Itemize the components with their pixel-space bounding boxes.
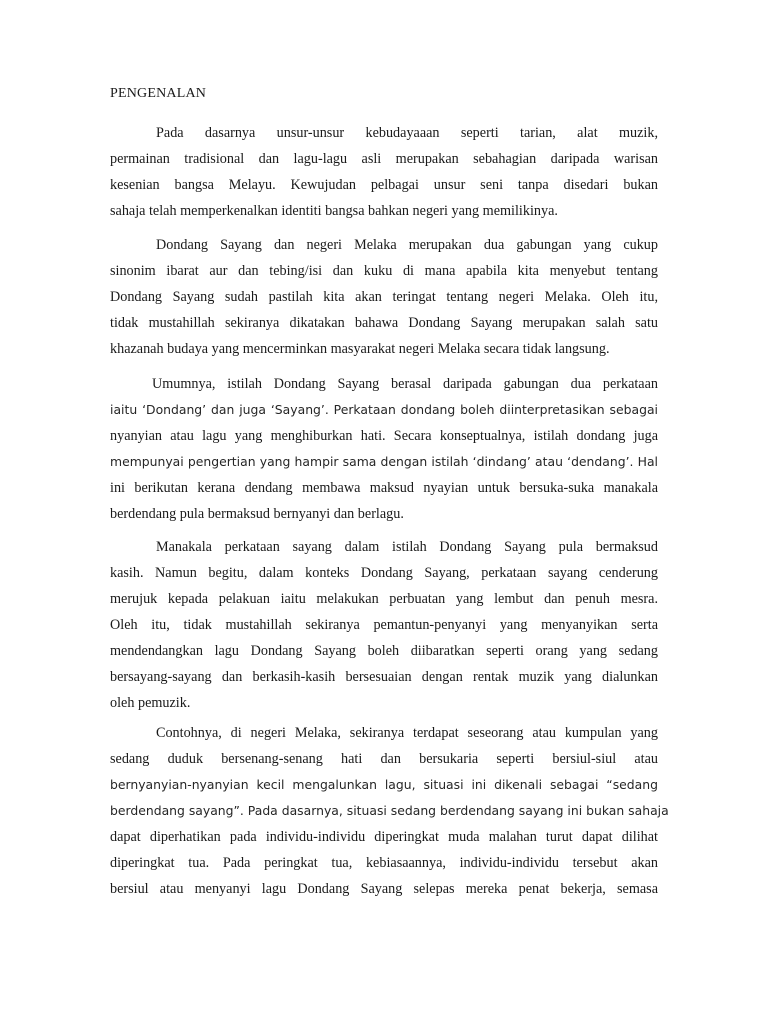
- text-line: Manakala perkataan sayang dalam istilah Dondang Sayang pula bermaksud: [156, 539, 658, 555]
- text-line: sinonim ibarat aur dan tebing/isi dan kuku di mana apabila kita menyebut tentang: [110, 263, 658, 279]
- text-line: bersiul atau menyanyi lagu Dondang Sayang selepas mereka penat bekerja, semasa: [110, 881, 658, 897]
- text-line: dapat diperhatikan pada individu-individu diperingkat muda malahan turut dapat dilihat: [110, 829, 658, 845]
- text-line: berdendang sayang”. Pada dasarnya, situasi sedang berdendang sayang ini bukan sahaja: [110, 803, 669, 818]
- text-line: Dondang Sayang dan negeri Melaka merupakan dua gabungan yang cukup: [156, 237, 658, 253]
- paragraph-2: [110, 232, 658, 362]
- text-line: merujuk kepada pelakuan iaitu melakukan perbuatan yang lembut dan penuh mesra.: [110, 591, 658, 607]
- text-line: kesenian bangsa Melayu. Kewujudan pelbagai unsur seni tanpa disedari bukan: [110, 177, 658, 193]
- text-line: khazanah budaya yang mencerminkan masyarakat negeri Melaka secara tidak langsung.: [110, 341, 610, 357]
- text-line: bernyanyian-nyanyian kecil mengalunkan lagu, situasi ini dikenali sebagai “sedang: [110, 777, 658, 792]
- paragraph-3: [110, 371, 658, 527]
- text-line: tidak mustahillah sekiranya dikatakan bahawa Dondang Sayang merupakan salah satu: [110, 315, 658, 331]
- text-line: Pada dasarnya unsur-unsur kebudayaaan seperti tarian, alat muzik,: [156, 125, 658, 141]
- paragraph-4: [110, 534, 658, 716]
- text-line: mendendangkan lagu Dondang Sayang boleh diibaratkan seperti orang yang sedang: [110, 643, 658, 659]
- text-line: diperingkat tua. Pada peringkat tua, kebiasaannya, individu-individu tersebut akan: [110, 855, 658, 871]
- paragraph-5: [110, 720, 669, 902]
- text-line: ini berikutan kerana dendang membawa maksud nyayian untuk bersuka-suka manakala: [110, 480, 658, 496]
- text-line: kasih. Namun begitu, dalam konteks Dondang Sayang, perkataan sayang cenderung: [110, 565, 658, 581]
- text-line: Dondang Sayang sudah pastilah kita akan teringat tentang negeri Melaka. Oleh itu,: [110, 289, 658, 305]
- text-line: sahaja telah memperkenalkan identiti bangsa bahkan negeri yang memilikinya.: [110, 203, 558, 219]
- text-line: permainan tradisional dan lagu-lagu asli merupakan sebahagian daripada warisan: [110, 151, 658, 167]
- text-line: berdendang pula bermaksud bernyanyi dan berlagu.: [110, 506, 404, 522]
- text-line: bersayang-sayang dan berkasih-kasih bersesuaian dengan rentak muzik yang dialunkan: [110, 669, 658, 685]
- text-line: iaitu ‘Dondang’ dan juga ‘Sayang’. Perkataan dondang boleh diinterpretasikan sebagai: [110, 402, 658, 417]
- text-line: Contohnya, di negeri Melaka, sekiranya terdapat seseorang atau kumpulan yang: [156, 725, 658, 741]
- text-line: nyanyian atau lagu yang menghiburkan hati. Secara konseptualnya, istilah dondang juga: [110, 428, 658, 444]
- page-heading: PENGENALAN: [110, 86, 207, 101]
- text-line: sedang duduk bersenang-senang hati dan bersukaria seperti bersiul-siul atau: [110, 751, 658, 767]
- text-line: Oleh itu, tidak mustahillah sekiranya pemantun-penyanyi yang menyanyikan serta: [110, 617, 658, 633]
- text-line: oleh pemuzik.: [110, 695, 191, 711]
- paragraph-1: [110, 120, 658, 224]
- text-line: mempunyai pengertian yang hampir sama dengan istilah ‘dindang’ atau ‘dendang’. Hal: [110, 454, 658, 469]
- text-line: Umumnya, istilah Dondang Sayang berasal daripada gabungan dua perkataan: [152, 376, 658, 392]
